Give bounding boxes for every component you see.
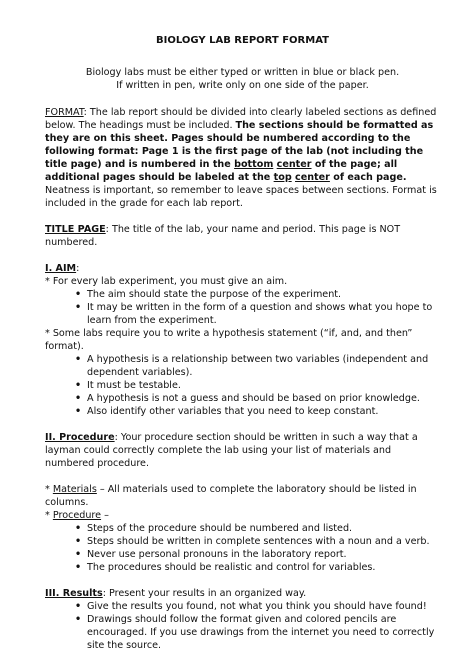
aim-colon: : bbox=[76, 263, 80, 274]
format-bold-text: of each page. bbox=[329, 172, 407, 183]
hypothesis-bullet-list bbox=[45, 353, 440, 418]
format-paragraph bbox=[45, 106, 440, 210]
format-center: center bbox=[276, 159, 312, 170]
list-item: • The procedures should be realistic and control for variables. bbox=[87, 561, 440, 574]
document-title: BIOLOGY LAB REPORT FORMAT bbox=[156, 35, 329, 46]
list-item: • Never use personal pronouns in the laboratory report. bbox=[87, 548, 440, 561]
intro-block bbox=[45, 66, 440, 92]
procedure-heading: II. Procedure bbox=[45, 432, 115, 443]
materials-label: Materials bbox=[52, 484, 97, 495]
procedure-details bbox=[45, 483, 440, 574]
procedure-note bbox=[45, 509, 440, 522]
procedure-paragraph bbox=[45, 431, 440, 470]
format-label: FORMAT bbox=[45, 107, 84, 118]
format-bold-text: of the page; all additional pages should be labeled at the bbox=[45, 159, 398, 183]
aim-section bbox=[45, 262, 440, 418]
list-item: • A hypothesis is not a guess and should be based on prior knowledge. bbox=[87, 392, 440, 405]
procedure-bullet-list bbox=[45, 522, 440, 574]
list-item: • Steps should be written in complete sentences with a noun and a verb. bbox=[87, 535, 440, 548]
aim-heading-line bbox=[45, 262, 440, 275]
format-center: center bbox=[295, 172, 330, 183]
results-heading: III. Results bbox=[45, 588, 103, 599]
list-item: • Drawings should follow the format given and colored pencils are encouraged. If you use drawings from the internet you need to correctly site the source. bbox=[87, 613, 440, 652]
list-item: • Also identify other variables that you need to keep constant. bbox=[87, 405, 440, 418]
list-item: • Give the results you found, not what you think you should have found! bbox=[87, 600, 440, 613]
list-item: • Steps of the procedure should be numbered and listed. bbox=[87, 522, 440, 535]
list-item: • A hypothesis is a relationship between two variables (independent and dependent variables). bbox=[87, 353, 440, 379]
intro-line: Biology labs must be either typed or written in blue or black pen. bbox=[85, 67, 400, 78]
materials-text: – All materials used to complete the laboratory should be listed in columns. bbox=[45, 484, 417, 508]
results-text: : Present your results in an organized way. bbox=[102, 588, 307, 599]
format-bold-text: The sections should be formatted as they are on this sheet. Pages should be numbered according to the following format: Page 1 is the first page of the lab (not including the title page) and is numbered in the bbox=[45, 120, 434, 170]
results-section bbox=[45, 587, 440, 652]
format-bottom: bottom bbox=[234, 159, 274, 170]
intro-line: If written in pen, write only on one side of the paper. bbox=[116, 80, 369, 91]
results-bullet-list bbox=[45, 600, 440, 652]
materials-note bbox=[45, 483, 440, 509]
format-text: Neatness is important, so remember to leave spaces between sections. Format is included in the grade for each lab report. bbox=[45, 185, 437, 209]
star-prefix: * bbox=[45, 484, 53, 495]
title-page-paragraph bbox=[45, 223, 440, 249]
title-page-label: TITLE PAGE bbox=[45, 224, 106, 235]
procedure-text: : Your procedure section should be written in such a way that a layman could correctly complete the lab using your list of materials and numbered procedure. bbox=[45, 432, 418, 469]
procedure-label: Procedure bbox=[52, 510, 102, 521]
list-item: • It must be testable. bbox=[87, 379, 440, 392]
results-heading-line bbox=[45, 587, 440, 600]
title-page-text: : The title of the lab, your name and period. This page is NOT numbered. bbox=[45, 224, 401, 248]
aim-bullet-list bbox=[45, 288, 440, 327]
aim-heading: I. AIM bbox=[45, 263, 77, 274]
format-text: : The lab report should be divided into clearly labeled sections as defined below. The headings must be included. bbox=[45, 107, 437, 131]
list-item: • It may be written in the form of a question and shows what you hope to learn from the experiment. bbox=[87, 301, 440, 327]
star-prefix: * bbox=[45, 510, 53, 521]
aim-note: * For every lab experiment, you must give an aim. bbox=[45, 276, 288, 287]
format-top: top bbox=[273, 172, 292, 183]
list-item: • The aim should state the purpose of the experiment. bbox=[87, 288, 440, 301]
procedure-dash: – bbox=[101, 510, 109, 521]
hypothesis-note: * Some labs require you to write a hypothesis statement (“if, and, and then” format). bbox=[45, 328, 413, 352]
